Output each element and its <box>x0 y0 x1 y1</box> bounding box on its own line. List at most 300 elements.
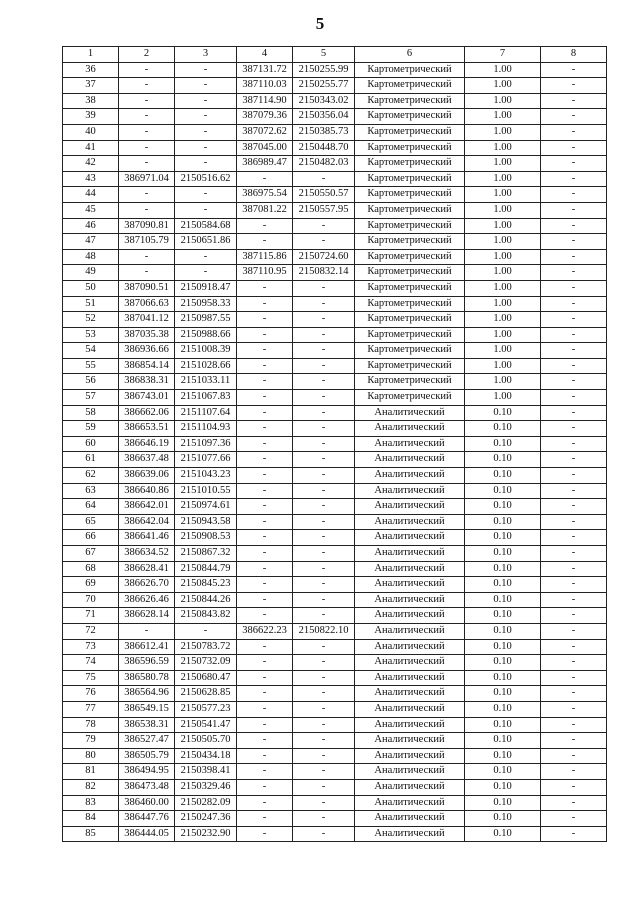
table-row <box>63 218 607 234</box>
table-cell: - <box>541 374 607 390</box>
table-cell: 0.10 <box>465 499 541 515</box>
table-cell: 0.10 <box>465 748 541 764</box>
table-cell: 2150232.90 <box>175 826 237 842</box>
table-cell: 2151010.55 <box>175 483 237 499</box>
table-cell: - <box>293 218 355 234</box>
table-cell: 2150505.70 <box>175 733 237 749</box>
table-cell: 2150329.46 <box>175 779 237 795</box>
table-row <box>63 374 607 390</box>
table-cell: 2150918.47 <box>175 280 237 296</box>
table-cell: - <box>293 748 355 764</box>
table-cell: - <box>293 452 355 468</box>
table-cell: 1.00 <box>465 78 541 94</box>
table-cell: - <box>293 811 355 827</box>
table-cell: Картометрический <box>355 312 465 328</box>
table-cell: - <box>119 187 175 203</box>
table-cell: - <box>541 202 607 218</box>
table-cell: 52 <box>63 312 119 328</box>
table-cell: Картометрический <box>355 296 465 312</box>
table-cell: - <box>293 327 355 343</box>
table-cell: - <box>293 499 355 515</box>
table-cell: - <box>541 717 607 733</box>
table-cell: - <box>119 202 175 218</box>
table-cell: 386637.48 <box>119 452 175 468</box>
table-cell: - <box>119 623 175 639</box>
table-cell: Аналитический <box>355 764 465 780</box>
table-cell: - <box>293 795 355 811</box>
table-cell: - <box>175 623 237 639</box>
table-cell: 2150832.14 <box>293 265 355 281</box>
table-row <box>63 811 607 827</box>
table-row <box>63 779 607 795</box>
coordinates-table <box>62 46 607 842</box>
table-cell: - <box>293 390 355 406</box>
table-cell: - <box>237 733 293 749</box>
table-cell: - <box>541 312 607 328</box>
table-cell: Аналитический <box>355 514 465 530</box>
table-cell: Картометрический <box>355 171 465 187</box>
table-cell: - <box>237 468 293 484</box>
table-cell: 0.10 <box>465 421 541 437</box>
table-cell: - <box>541 140 607 156</box>
table-cell: Картометрический <box>355 327 465 343</box>
table-cell: 0.10 <box>465 779 541 795</box>
table-cell: - <box>119 93 175 109</box>
table-cell: 0.10 <box>465 592 541 608</box>
table-row <box>63 733 607 749</box>
table-cell: 49 <box>63 265 119 281</box>
table-cell: 386538.31 <box>119 717 175 733</box>
table-cell: 387114.90 <box>237 93 293 109</box>
table-cell: Аналитический <box>355 701 465 717</box>
table-cell: 386626.46 <box>119 592 175 608</box>
table-cell: 387041.12 <box>119 312 175 328</box>
table-cell: 2150282.09 <box>175 795 237 811</box>
table-cell: - <box>541 249 607 265</box>
table-row <box>63 483 607 499</box>
table-cell: - <box>119 62 175 78</box>
table-cell: 0.10 <box>465 686 541 702</box>
table-cell: 1.00 <box>465 234 541 250</box>
table-row <box>63 187 607 203</box>
table-cell: - <box>293 733 355 749</box>
table-cell: 57 <box>63 390 119 406</box>
table-cell: 2150255.99 <box>293 62 355 78</box>
table-cell: 1.00 <box>465 296 541 312</box>
table-cell: 58 <box>63 405 119 421</box>
table-cell: Картометрический <box>355 234 465 250</box>
table-cell: - <box>541 701 607 717</box>
table-cell: 2150651.86 <box>175 234 237 250</box>
table-cell: - <box>237 514 293 530</box>
table-cell: - <box>237 764 293 780</box>
table-row <box>63 405 607 421</box>
table-cell: 60 <box>63 436 119 452</box>
table-cell: 2150482.03 <box>293 156 355 172</box>
table-cell: - <box>293 171 355 187</box>
table-row <box>63 124 607 140</box>
table-cell: - <box>541 546 607 562</box>
table-cell: 59 <box>63 421 119 437</box>
table-cell: - <box>293 514 355 530</box>
table-row <box>63 358 607 374</box>
table-row <box>63 265 607 281</box>
table-cell: 386662.06 <box>119 405 175 421</box>
table-cell: 2150680.47 <box>175 670 237 686</box>
table-cell: - <box>293 639 355 655</box>
table-cell: - <box>541 171 607 187</box>
table-cell: Аналитический <box>355 623 465 639</box>
table-cell: - <box>293 421 355 437</box>
table-cell: Аналитический <box>355 733 465 749</box>
table-cell: - <box>237 701 293 717</box>
table-cell: - <box>541 187 607 203</box>
page-number: 5 <box>315 14 325 33</box>
table-cell: 387081.22 <box>237 202 293 218</box>
table-cell: Аналитический <box>355 561 465 577</box>
table-cell: Аналитический <box>355 670 465 686</box>
table-cell: 0.10 <box>465 530 541 546</box>
table-cell: 51 <box>63 296 119 312</box>
table-cell: 387110.95 <box>237 265 293 281</box>
table-cell: 0.10 <box>465 577 541 593</box>
table-cell: 0.10 <box>465 405 541 421</box>
table-cell: Картометрический <box>355 265 465 281</box>
table-cell: - <box>293 577 355 593</box>
table-cell: 386549.15 <box>119 701 175 717</box>
table-cell: - <box>293 826 355 842</box>
table-cell: Аналитический <box>355 405 465 421</box>
table-cell: - <box>541 779 607 795</box>
table-cell: - <box>541 327 607 343</box>
table-cell: - <box>175 249 237 265</box>
table-cell: 1.00 <box>465 312 541 328</box>
table-cell: 386626.70 <box>119 577 175 593</box>
table-cell: - <box>541 234 607 250</box>
table-cell: - <box>237 577 293 593</box>
table-cell: - <box>237 530 293 546</box>
table-cell: 2150783.72 <box>175 639 237 655</box>
table-cell: - <box>541 452 607 468</box>
table-cell: 386564.96 <box>119 686 175 702</box>
table-cell: 77 <box>63 701 119 717</box>
table-cell: - <box>293 530 355 546</box>
table-cell: 386989.47 <box>237 156 293 172</box>
table-cell: 0.10 <box>465 452 541 468</box>
table-cell: 2150974.61 <box>175 499 237 515</box>
table-cell: Аналитический <box>355 530 465 546</box>
table-cell: - <box>541 592 607 608</box>
table-cell: 0.10 <box>465 655 541 671</box>
table-cell: - <box>237 405 293 421</box>
table-cell: - <box>237 717 293 733</box>
table-cell: 69 <box>63 577 119 593</box>
table-cell: 2150557.95 <box>293 202 355 218</box>
table-row <box>63 93 607 109</box>
table-cell: 2151097.36 <box>175 436 237 452</box>
table-cell: - <box>237 608 293 624</box>
table-cell: 1.00 <box>465 171 541 187</box>
table-cell: - <box>293 234 355 250</box>
table-cell: - <box>293 296 355 312</box>
table-row <box>63 686 607 702</box>
table-cell: 0.10 <box>465 670 541 686</box>
table-cell: 0.10 <box>465 623 541 639</box>
table-cell: Картометрический <box>355 156 465 172</box>
table-cell: - <box>293 764 355 780</box>
table-cell: - <box>293 608 355 624</box>
table-cell: Аналитический <box>355 592 465 608</box>
table-cell: 387105.79 <box>119 234 175 250</box>
table-cell: 68 <box>63 561 119 577</box>
table-cell: 72 <box>63 623 119 639</box>
table-cell: 1.00 <box>465 124 541 140</box>
table-cell: 387110.03 <box>237 78 293 94</box>
table-cell: 67 <box>63 546 119 562</box>
table-cell: - <box>237 343 293 359</box>
table-cell: 75 <box>63 670 119 686</box>
table-cell: 0.10 <box>465 701 541 717</box>
table-cell: - <box>541 561 607 577</box>
table-cell: 2151008.39 <box>175 343 237 359</box>
table-cell: Аналитический <box>355 421 465 437</box>
table-cell: 386628.14 <box>119 608 175 624</box>
table-cell: - <box>293 717 355 733</box>
table-cell: Аналитический <box>355 546 465 562</box>
table-cell: - <box>237 436 293 452</box>
table-cell: 82 <box>63 779 119 795</box>
table-cell: - <box>175 109 237 125</box>
table-cell: - <box>119 124 175 140</box>
table-cell: 2151107.64 <box>175 405 237 421</box>
table-cell: 2150550.57 <box>293 187 355 203</box>
table-cell: 1.00 <box>465 218 541 234</box>
table-cell: 39 <box>63 109 119 125</box>
column-header: 2 <box>119 47 175 63</box>
table-cell: - <box>293 483 355 499</box>
table-row <box>63 499 607 515</box>
table-cell: 387066.63 <box>119 296 175 312</box>
table-cell: 2150516.62 <box>175 171 237 187</box>
table-cell: Аналитический <box>355 717 465 733</box>
table-row <box>63 390 607 406</box>
table-cell: Картометрический <box>355 62 465 78</box>
table-cell: 74 <box>63 655 119 671</box>
table-cell: 386838.31 <box>119 374 175 390</box>
table-cell: 2150732.09 <box>175 655 237 671</box>
table-cell: Аналитический <box>355 577 465 593</box>
table-cell: 2150255.77 <box>293 78 355 94</box>
table-row <box>63 202 607 218</box>
table-cell: 2151104.93 <box>175 421 237 437</box>
table-cell: 386527.47 <box>119 733 175 749</box>
table-cell: 2150908.53 <box>175 530 237 546</box>
table-cell: 79 <box>63 733 119 749</box>
table-cell: 0.10 <box>465 826 541 842</box>
table-cell: 387079.36 <box>237 109 293 125</box>
table-row <box>63 436 607 452</box>
table-cell: - <box>237 546 293 562</box>
table-cell: 2150844.79 <box>175 561 237 577</box>
table-cell: 1.00 <box>465 327 541 343</box>
table-cell: - <box>541 436 607 452</box>
table-cell: - <box>237 390 293 406</box>
table-cell: - <box>541 639 607 655</box>
table-cell: Картометрический <box>355 109 465 125</box>
table-cell: - <box>541 748 607 764</box>
table-cell: - <box>293 670 355 686</box>
table-row <box>63 156 607 172</box>
table-cell: 62 <box>63 468 119 484</box>
table-cell: 36 <box>63 62 119 78</box>
table-cell: 2151043.23 <box>175 468 237 484</box>
table-cell: - <box>293 280 355 296</box>
table-cell: - <box>541 93 607 109</box>
table-cell: 386612.41 <box>119 639 175 655</box>
table-cell: - <box>119 265 175 281</box>
table-cell: - <box>541 296 607 312</box>
table-cell: 78 <box>63 717 119 733</box>
table-cell: 2150943.58 <box>175 514 237 530</box>
table-cell: - <box>119 78 175 94</box>
table-cell: 2150724.60 <box>293 249 355 265</box>
table-cell: - <box>541 124 607 140</box>
table-cell: - <box>541 109 607 125</box>
table-cell: 2150541.47 <box>175 717 237 733</box>
table-cell: - <box>237 327 293 343</box>
table-cell: Картометрический <box>355 124 465 140</box>
table-row <box>63 78 607 94</box>
table-cell: Аналитический <box>355 468 465 484</box>
table-cell: - <box>541 499 607 515</box>
table-cell: Картометрический <box>355 202 465 218</box>
table-cell: - <box>541 733 607 749</box>
table-cell: 41 <box>63 140 119 156</box>
table-cell: Аналитический <box>355 795 465 811</box>
table-cell: 64 <box>63 499 119 515</box>
table-row <box>63 468 607 484</box>
table-cell: 1.00 <box>465 280 541 296</box>
table-cell: - <box>119 109 175 125</box>
table-cell: - <box>293 436 355 452</box>
table-body <box>63 62 607 842</box>
table-cell: - <box>175 124 237 140</box>
table-cell: - <box>541 390 607 406</box>
table-cell: 1.00 <box>465 390 541 406</box>
table-cell: Картометрический <box>355 390 465 406</box>
table-cell: 2150434.18 <box>175 748 237 764</box>
table-cell: Картометрический <box>355 140 465 156</box>
table-cell: 386642.01 <box>119 499 175 515</box>
table-cell: 0.10 <box>465 795 541 811</box>
table-cell: - <box>293 358 355 374</box>
table-row <box>63 577 607 593</box>
table-cell: - <box>541 62 607 78</box>
column-header: 3 <box>175 47 237 63</box>
table-cell: - <box>175 93 237 109</box>
table-cell: 2151077.66 <box>175 452 237 468</box>
table-cell: 63 <box>63 483 119 499</box>
table-cell: - <box>237 748 293 764</box>
table-row <box>63 748 607 764</box>
table-cell: 38 <box>63 93 119 109</box>
table-cell: - <box>293 561 355 577</box>
table-row <box>63 826 607 842</box>
table-row <box>63 343 607 359</box>
table-cell: 1.00 <box>465 343 541 359</box>
table-cell: - <box>119 140 175 156</box>
table-cell: 0.10 <box>465 608 541 624</box>
table-cell: Аналитический <box>355 483 465 499</box>
table-cell: Аналитический <box>355 655 465 671</box>
column-header: 1 <box>63 47 119 63</box>
column-header: 7 <box>465 47 541 63</box>
table-row <box>63 623 607 639</box>
table-cell: 1.00 <box>465 109 541 125</box>
table-cell: - <box>541 280 607 296</box>
table-cell: 386473.48 <box>119 779 175 795</box>
table-row <box>63 608 607 624</box>
table-cell: 2150844.26 <box>175 592 237 608</box>
table-cell: - <box>237 826 293 842</box>
table-cell: 2150628.85 <box>175 686 237 702</box>
table-row <box>63 764 607 780</box>
table-cell: - <box>175 187 237 203</box>
table-cell: - <box>541 655 607 671</box>
table-cell: 53 <box>63 327 119 343</box>
table-cell: Аналитический <box>355 811 465 827</box>
table-cell: 43 <box>63 171 119 187</box>
table-cell: Картометрический <box>355 93 465 109</box>
table-row <box>63 530 607 546</box>
table-cell: 2150398.41 <box>175 764 237 780</box>
table-cell: 50 <box>63 280 119 296</box>
table-cell: 80 <box>63 748 119 764</box>
table-row <box>63 109 607 125</box>
table-cell: Картометрический <box>355 78 465 94</box>
table-row <box>63 717 607 733</box>
table-row <box>63 639 607 655</box>
table-cell: 2150843.82 <box>175 608 237 624</box>
table-cell: 386975.54 <box>237 187 293 203</box>
table-cell: 387090.51 <box>119 280 175 296</box>
table-cell: 46 <box>63 218 119 234</box>
table-cell: 0.10 <box>465 514 541 530</box>
table-cell: - <box>237 296 293 312</box>
table-cell: 2150448.70 <box>293 140 355 156</box>
table-cell: 1.00 <box>465 202 541 218</box>
table-row <box>63 701 607 717</box>
table-row <box>63 312 607 328</box>
table-cell: 2150822.10 <box>293 623 355 639</box>
table-cell: 2150577.23 <box>175 701 237 717</box>
table-cell: - <box>293 468 355 484</box>
table-cell: 1.00 <box>465 358 541 374</box>
table-cell: 386642.04 <box>119 514 175 530</box>
table-cell: 0.10 <box>465 561 541 577</box>
table-cell: 2150988.66 <box>175 327 237 343</box>
table-cell: - <box>541 530 607 546</box>
table-cell: 2151028.66 <box>175 358 237 374</box>
table-cell: 42 <box>63 156 119 172</box>
table-cell: 387045.00 <box>237 140 293 156</box>
table-cell: 48 <box>63 249 119 265</box>
table-cell: 386628.41 <box>119 561 175 577</box>
column-header: 8 <box>541 47 607 63</box>
table-cell: - <box>175 78 237 94</box>
table-row <box>63 592 607 608</box>
table-cell: 71 <box>63 608 119 624</box>
